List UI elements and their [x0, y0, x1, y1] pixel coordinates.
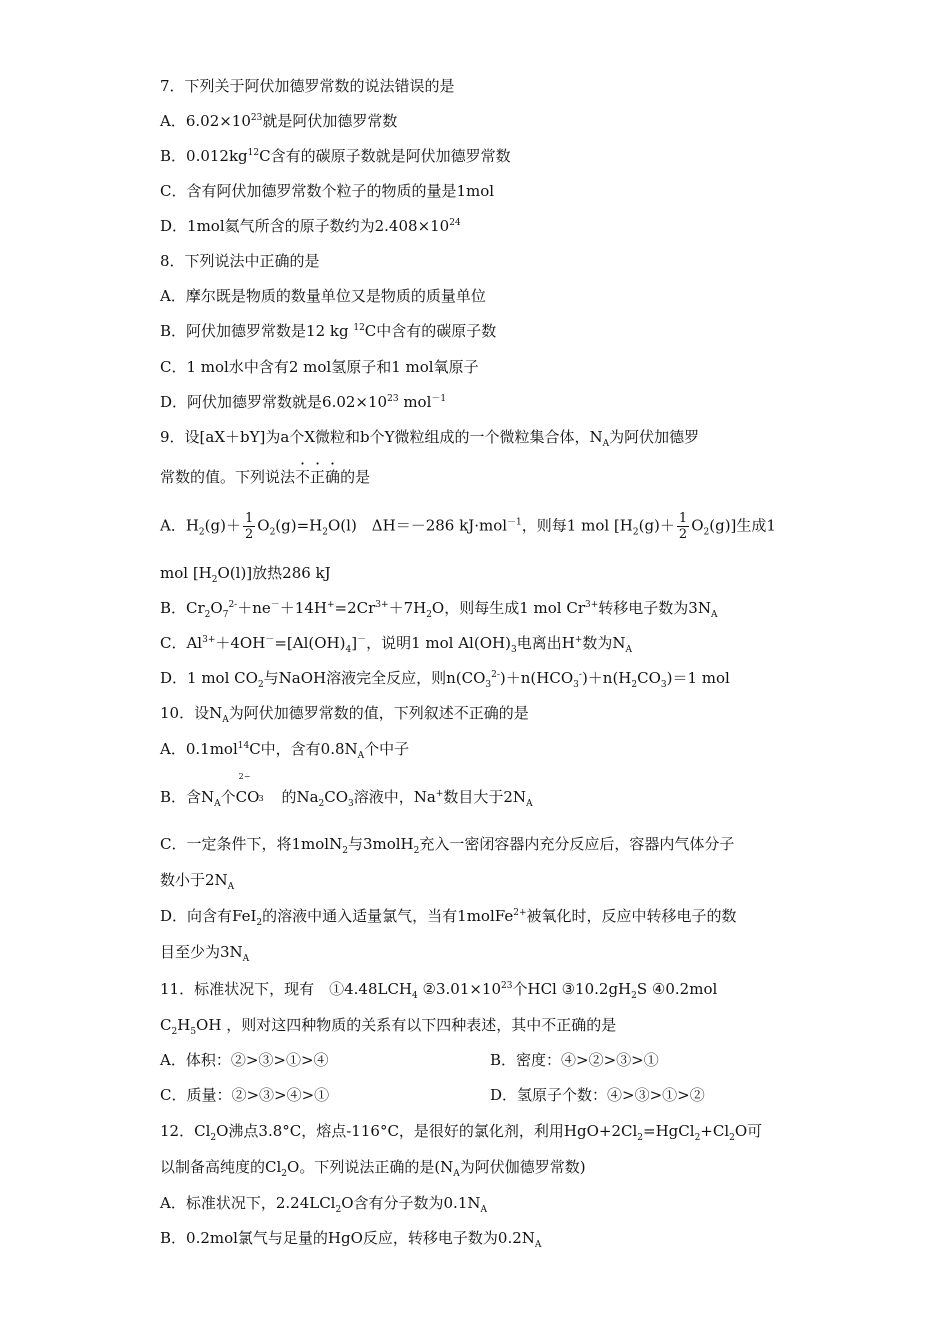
q8-stem: 8．下列说法中正确的是: [160, 252, 320, 270]
q7-option-d: D．1mol氦气所含的原子数约为$2.408\times 10^{24}$: [160, 217, 461, 235]
q8-option-d: D．阿伏加德罗常数就是$6.02\times 10^{23}$ mol$^{-1}$: [160, 393, 447, 411]
q11-stem-line1: 11．标准状况下，现有 $①4.48LCH_4$ $②3.01\times 10^{23}$个HCl $③10.2gH_2S$ ④0.2mol: [160, 980, 718, 1001]
q9-option-d: D．1 mol $CO_2$与NaOH溶液完全反应，则$n(CO_3^{2-})+n(HCO_3^-)+n(H_2CO_3)=1$ mol: [160, 669, 730, 690]
q12-option-b: B．0.2mol氯气与足量的HgO反应，转移电子数为$0.2N_A$: [160, 1229, 542, 1250]
q10-option-a: A．0.1mol$^{14}$C中，含有$0.8N_A$个中子: [160, 740, 410, 761]
fraction-half: $\frac{1}{2}$: [244, 511, 254, 542]
q7-option-a: A．$6.02\times 10^{23}$就是阿伏加德罗常数: [160, 112, 398, 130]
q11-option-c: C．质量：②>③>④>①: [160, 1086, 330, 1104]
q9-stem-line2: 常数的值。下列说法不正确的是: [160, 468, 371, 486]
q10-stem: 10．设$N_A$为阿伏加德罗常数的值，下列叙述不正确的是: [160, 704, 529, 725]
q8-option-b: B．阿伏加德罗常数是12 kg $^{12}$C中含有的碳原子数: [160, 322, 497, 340]
q12-option-a: A．标准状况下，2.24LCl$_2$O含有分子数为$0.1N_A$: [160, 1194, 487, 1215]
q9-option-a-cont: mol $[H_2O(l)]$放热286 kJ: [160, 564, 331, 585]
fraction-half: $\frac{1}{2}$: [678, 511, 688, 542]
q9-option-c: C．$Al^{3+}+4OH^-=[Al(OH)_4]^-$，说明1 mol $Al(OH)_3$电离出H+数为$N_A$: [160, 634, 632, 655]
q8-option-c: C．1 mol水中含有2 mol氢原子和1 mol氧原子: [160, 358, 479, 376]
q10-option-c: C．一定条件下，将1molN$_2$与3molH$_2$充入一密闭容器内充分反应后，容器内气体分子: [160, 835, 735, 856]
q9-option-b: B．$Cr_2O_7^{2-}+ne^-+14H^+=2Cr^{3+}+7H_2O$，则每生成1 mol $Cr^{3+}$转移电子数为$3N_A$: [160, 599, 718, 620]
q7-option-b: B．$0.012kg^{12}C$含有的碳原子数就是阿伏加德罗常数: [160, 147, 511, 165]
q7-stem: 7．下列关于阿伏加德罗常数的说法错误的是: [160, 77, 455, 95]
q11-option-a: A．体积：②>③>①>④: [160, 1051, 329, 1069]
q10-option-c-cont: 数小于$2N_A$: [160, 871, 235, 892]
q12-stem-line2: 以制备高纯度的$Cl_2O$。下列说法正确的是($N_A$为阿伏伽德罗常数): [160, 1158, 586, 1179]
q9-option-a: A．$H_2(g)+$ $\frac{1}{2}$ $O_2(g)=H_2O(l)$ ΔH＝－286 kJ·mol$^{-1}$，则每1 mol [$H_2(g)+$ $\frac{1}{2}$ $O_2(g)$]生成1: [160, 511, 776, 542]
q12-stem-line1: 12．$Cl_2O$沸点3.8°C，熔点-116°C，是很好的氯化剂，利用$HgO+2Cl_2=HgCl_2+Cl_2O$可: [160, 1122, 763, 1143]
q10-option-d-cont: 目至少为$3N_A$: [160, 943, 250, 964]
q11-option-b: B．密度：④>②>③>①: [490, 1051, 659, 1069]
q8-option-a: A．摩尔既是物质的数量单位又是物质的质量单位: [160, 287, 486, 305]
q11-stem-line2: $C_2H_5OH$ ，则对这四种物质的关系有以下四种表述，其中不正确的是: [160, 1016, 617, 1037]
emphasis-dot: 不: [295, 468, 311, 486]
emphasis-dot: 确: [325, 468, 341, 486]
q10-option-d: D．向含有FeI$_2$的溶液中通入适量氯气，当有1molFe$^{2+}$被氧化时，反应中转移电子的数: [160, 907, 737, 928]
q7-option-c: C．含有阿伏加德罗常数个粒子的物质的量是1mol: [160, 182, 495, 200]
q10-option-b: B．含$N_A$个CO 2− 3 的$Na_2CO_3$溶液中，Na+数目大于$2N_A$: [160, 772, 533, 809]
emphasis-dot: 正: [310, 468, 326, 486]
q9-stem-line1: 9．设[aX＋bY]为a个X微粒和b个Y微粒组成的一个微粒集合体，$N_A$为阿伏加德罗: [160, 428, 700, 449]
q11-option-d: D．氢原子个数：④>③>①>②: [490, 1086, 705, 1104]
carbonate-ion: 个CO 2− 3: [220, 772, 264, 806]
